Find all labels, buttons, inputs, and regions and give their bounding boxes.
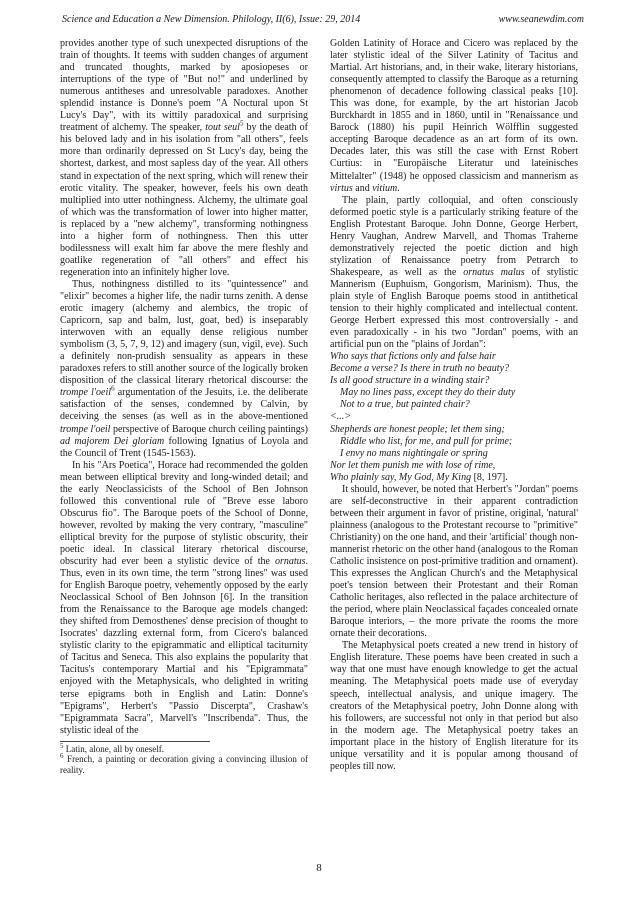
poem-line: Nor let them punish me with lose of rime,	[330, 459, 496, 471]
term-trompe-loeil: trompe l'oeil	[60, 387, 112, 399]
poem-line: Shepherds are honest people; let them sing;	[330, 423, 505, 435]
running-header	[62, 14, 584, 30]
footnote-ref-6[interactable]: 6	[111, 385, 115, 394]
footnote-6: $^6$ French, a painting or decoration giving a convincing illusion of reality.	[60, 752, 308, 775]
footnote-5: $^5$ Latin, alone, all by oneself.	[60, 741, 164, 754]
term-virtus: virtus	[330, 182, 353, 194]
poem-line: Not to a true, but painted chair?	[340, 399, 470, 411]
journal-website: www.seanewdim.com	[498, 14, 584, 25]
footnote-ref-5[interactable]: 5	[239, 120, 244, 128]
term-ornatus-malus: ornatus malus	[463, 266, 525, 278]
poem-line: Who says that fictions only and false hair	[330, 351, 496, 363]
term-tout-seul: tout seul	[205, 122, 240, 134]
journal-citation: Science and Education a New Dimension. Philology, II(6), Issue: 29, 2014	[62, 14, 361, 25]
poem-line: May no lines pass, except they do their duty	[340, 387, 516, 399]
poem-line: Is all good structure in a winding stair?	[330, 375, 490, 387]
poem-line: Become a verse? Is there in truth no beauty?	[330, 363, 510, 375]
left-paragraph-3: In his "Ars Poetica", Horace had recommended the golden mean between elliptical brevity and long-winded detail; and the early Neoclassicists of the School of Ben Johnson followed this conventional rule of "Breve esse laboro Obscurus fio". The Baroque poets of the School of Donne, however, revolted by making the very contrary, "masculine" elliptical brevity for the purpose of stylistic obscurity, their poetic ideal. In classical literary rhetorical discourse, obscurity had ever been a stylistic device of the ornatus. Thus, even in its own time, the term "strong lines" was used for English Baroque poetry, vehemently opposed by the early Neoclassical School of Ben Johnson [6]. In the transition from the Renaissance to the Baroque age models changed: they shifted from Demosthenes' dense precision of thought to Isocrates' dazzling external form, from Cicero's balanced stylistic clarity to the epigrammatic and elliptical taciturnity of Tacitus and Seneca. This also explains the popularity that Tacitus's contemporary Martial and his "Epigrammata" enjoyed with the Metaphysicals, who delighted in writing terse epigrams both in English and Latin: Donne's "Epigrams", Herbert's "Passio Discerpta", Crashaw's "Epigrammata Sacra", Marvell's "Inscribenda". Thus, the stylistic ideal of the	[60, 459, 308, 736]
poem-line: Riddle who list, for me, and pull for prime;	[340, 435, 513, 447]
left-column	[60, 38, 308, 775]
right-paragraph-3: It should, however, be noted that Herbert's "Jordan" poems are self-deconstructive in their apparent contradiction between their argument in favor of pristine, original, 'natural' plainness (analogous to the Protestant recourse to "primitive" Christianity) on the one hand, and their 'artificial' though non-mannerist rhetoric on the other hand (analogous to the Roman Catholic insistence on post-primitive tradition and ornament). This expresses the Anglican Church's and the Metaphysical poet's tension between their Protestant and their Roman Catholic heritages, also reflected in the palace architecture of the period, where plain Neoclassical façades concealed ornate Baroque interiors, – the more private the rooms the more ornate their decorations.	[330, 483, 578, 640]
term-ad-majorem: ad majorem Dei gloriam	[60, 435, 165, 447]
poem-line: I envy no mans nightingale or spring	[340, 447, 488, 459]
right-paragraph-2: The plain, partly colloquial, and often consciously deformed poetic style is a particularly striking feature of the English Protestant Baroque. John Donne, George Herbert, Henry Vaughan, Andrew Marvell, and Thomas Traherne demonstratively rejected the poetic diction and high stylization of Renaissance poetry from Petrarch to Shakespeare, as well as the ornatus malus of stylistic Mannerism (Euphuism, Gongorism, Marinism). Thus, the plain style of English Baroque poems stood in antithetical tension to their highly complicated and intellectual content. George Herbert expressed this most controversially - and even paradoxically - in his two "Jordan" poems, with an artificial pun on the "plains of Jordan":	[330, 194, 579, 351]
jordan-poem	[330, 351, 578, 484]
poem-reference: [8, 197].	[471, 471, 508, 483]
right-column	[330, 38, 578, 773]
footnote-divider	[60, 741, 210, 742]
poem-line-last: Who plainly say, My God, My King [8, 197].	[330, 471, 508, 483]
page-number: 8	[316, 862, 322, 874]
term-ornatus: ornatus	[274, 556, 306, 568]
left-paragraph-1: provides another type of such unexpected disruptions of the train of thoughts. It teems with sudden changes of argument and truncated thoughts, marked by aposiopeses or interruptions of the type of "But no!" and underlined by numerous antitheses and unresolvable paradoxes. Another splendid instance is Donne's poem "A Noctural upon St Lucy's Day", with its wittily paradoxical and surprising treatment of alchemy. The speaker, tout seul$^5$ by the death of his beloved lady and in his isolation from "all others", feels more than ordinarily depressed on St Lucy's day, being the shortest, darkest, and most sapless day of the year. All others stand in expectation of the next spring, which will renew their erotic vitality. The speaker, however, feels his own death multiplied into utter nothingness. Alchemy, the ultimate goal of which was the transformation of lower into higher matter, is replaced by a "new alchemy", transforming nothingness into a higher form of nothingness. Then this utter bodilessness will exalt him far above the mere fleshly and goatlike regeneration of "all others" and effect his regeneration into an infinitely higher love.	[60, 38, 308, 278]
term-trompe-loeil-2: trompe l'oeil	[60, 423, 111, 435]
term-vitium: vitium	[372, 182, 398, 194]
right-paragraph-4: The Metaphysical poets created a new trend in history of English literature. These poems have been created in such a way that one must have enough knowledge to get the actual meaning. The Metaphysical poets made use of everyday speech, intellectual analysis, and unique imagery. The creators of the Metaphysical poetry, John Donne along with his followers, are successful not only in that period but also in the modern age. The Metaphysical poetry takes an important place in the history of English literature for its unique versatility and it is popular among thousand of peoples till now.	[330, 640, 578, 772]
left-paragraph-2: Thus, nothingness distilled to its "quintessence" and "elixir" becomes a higher life, the nadir turns zenith. A dense erotic imagery (alchemy and alembics, the tropic of Capricorn, sap and balm, lust, goat, bed) is inseparably interwoven with an equally dense religious number symbolism (3, 5, 7, 9, 12) and imagery (sun, vigil, eve). Such a definitely non-prudish sensuality as appears in these paradoxes refers to still another source of the logically broken disposition of the classical literary rhetorical discourse: the trompe l'oeil$^6$ argumentation of the Jesuits, i.e. the deliberate satisfaction of the senses, condemned by Calvin, by deceiving the senses (as well as in the above-mentioned trompe l'oeil perspective of Baroque church ceiling paintings) ad majorem Dei gloriam following Ignatius of Loyola and the Council of Trent (1545-1563).	[60, 278, 309, 459]
right-paragraph-1: Golden Latinity of Horace and Cicero was replaced by the later stylistic ideal of the Silver Latinity of Tacitus and Martial. Art historians, and, in their wake, literary historians, consequently attempted to classify the Baroque as a returning phenomenon of decadence following classical peaks [10]. This was done, for example, by the art historian Jacob Burckhardt in 1855 and in 1860, until in "Renaissance und Barock (1880) his pupil Heinrich Wölfflin suggested accepting Baroque decadence as an art form of its own. Decades later, this was still the case with Ernst Robert Curtius: in "Europäische Literatur und lateinisches Mittelalter" (1948) he opposed classicism and mannerism as virtus and vitium.	[330, 38, 578, 194]
poem-ellipsis: <...>	[330, 411, 351, 423]
